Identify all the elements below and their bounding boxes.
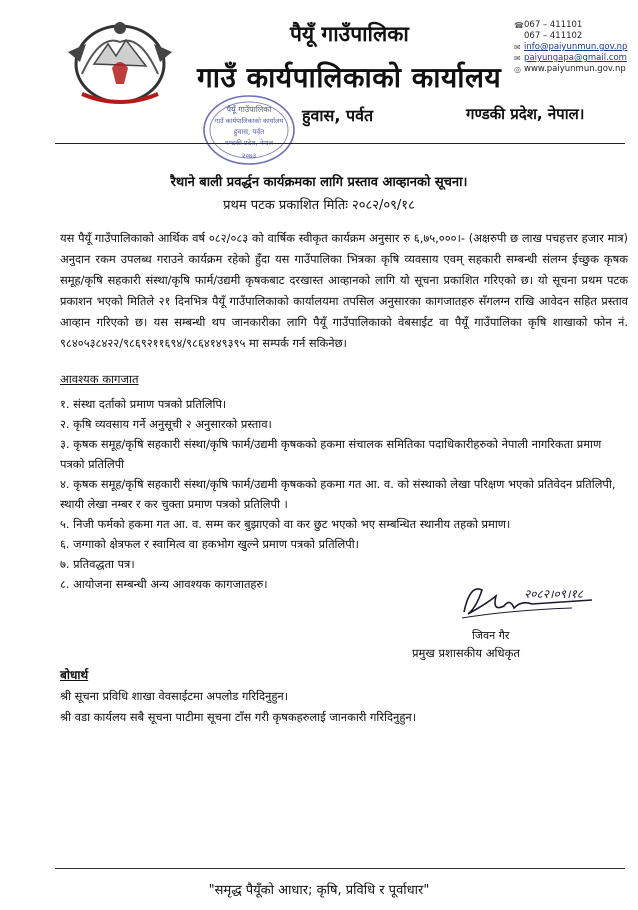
email-row-2 [514, 53, 632, 64]
list-item: ३. कृषक समूह/कृषि सहकारी संस्था/कृषि फार्म/उद्यमी कृषकको हकमा संचालक समितिका पदाधिकारीहरुको नेपाली नागरिकता प्रमाण पत्रको प्रतिलिपी [60, 437, 602, 471]
list-item: ५. निजी फर्मको हकमा गत आ. व. सम्म कर बुझाएको वा कर छुट भएको भए सम्बन्धित स्थानीय तहको प्रमाण। [60, 517, 511, 531]
stamp-year: २०७३ [241, 152, 257, 160]
notice-publish-date: प्रथम पटक प्रकाशित मितिः २०८२/०९/१८ [223, 198, 415, 213]
nepal-emblem-icon [60, 14, 180, 110]
bodhartha-heading: बोधार्थ [60, 668, 89, 682]
list-item: श्री वडा कार्यलय सबै सूचना पाटीमा सूचना टाँस गरी कृषकहरुलाई जानकारी गरिदिनुहुन। [60, 710, 417, 724]
bodhartha-list [60, 686, 628, 728]
website-link[interactable]: www.paiyunmun.gov.np [524, 64, 626, 74]
envelope-icon: ✉ [514, 43, 521, 52]
requirements-list [60, 394, 628, 594]
phone-2: 067 – 411102 [524, 31, 583, 41]
stamp-line-3: हुवास, पर्वत [233, 128, 265, 136]
email-row [514, 42, 632, 53]
signatory-title: प्रमुख प्रशासकीय अधिकृत [412, 646, 520, 660]
notice-body: यस पैयूँ गाउँपालिकाको आर्थिक वर्ष ०८२/०८३ को वार्षिक स्वीकृत कार्यक्रम अनुसार रु ६,७५,०००।- (अक्षरुपी छ लाख पचहत्तर हजार मात्र) अनुदान रकम उपलब्ध गराउने कार्यक्रम रहेको हुँदा यस गाउँपालिका भित्रका कृषि व्यवसाय एवम् सहकारी सम्बन्धी संलग्न ईच्छुक कृषक समूह/कृषि सहकारी संस्था/कृषि फार्म/उद्यमी कृषकबाट दरखास्त आव्हानको लागि यो सूचना प्रकाशित गरिएको छ। यो सूचना प्रथम पटक प्रकाशन भएको मितिले २१ दिनभित्र पैयूँ गाउँपालिकाको कार्यालयमा तपसिल अनुसारका कागजातहरु सँगलग्न राखि आवेदन सहित प्रस्ताव आव्हान गरिएको छ। यस सम्बन्धी थप जानकारीका लागि पैयूँ गाउँपालिकाको वेबसाईट वा पैयूँ गाउँपालिका कृषि शाखाको फोन नं. ९८४०५३८४२२/९८६९२११६९४/९८६४१४९३९५ मा सम्पर्क गर्न सकिनेछ। [60, 231, 628, 350]
list-item: श्री सूचना प्रविधि शाखा वेवसाईटमा अपलोड गरिदिनुहुन। [60, 689, 289, 703]
requirements-heading: आवश्यक कागजात [60, 372, 139, 386]
email-1-link[interactable]: info@paiyunmun.gov.np [524, 42, 628, 52]
municipality-name: पैयूँ गाउँपालिका [290, 22, 409, 46]
phone-row-2 [514, 31, 632, 42]
phone-1: 067 – 411101 [524, 20, 583, 30]
list-item: ७. प्रतिवद्धता पत्र। [60, 557, 135, 571]
footer-divider [55, 868, 625, 869]
footer-slogan: "समृद्ध पैयूँको आधार; कृषि, प्रविधि र पूर्वाधार" [208, 883, 430, 898]
list-item: ६. जग्गाको क्षेत्रफल र स्वामित्व वा हकभोग खुल्ने प्रमाण पत्रको प्रतिलिपी। [60, 537, 359, 551]
list-item: २. कृषि व्यवसाय गर्ने अनुसूची २ अनुसारको प्रस्ताव। [60, 417, 272, 431]
envelope-icon-2: ✉ [514, 54, 521, 63]
province-location: गण्डकी प्रदेश, नेपाल। [466, 105, 585, 123]
official-stamp-icon [200, 92, 298, 168]
signature-date: २०८२।०९।१८ [524, 587, 584, 601]
office-name: गाउँ कार्यपालिकाको कार्यालय [197, 61, 502, 94]
stamp-line-4: गण्डकी प्रदेश, नेपाल [224, 139, 274, 147]
list-item: ४. कृषक समूह/कृषि सहकारी संस्था/कृषि फार्म/उद्यमी कृषकको हकमा गत आ. व. को संस्थाको लेखा परिक्षण भएको प्रतिवेदन प्रतिलिपी, स्थायी लेखा नम्बर र कर चुक्ता प्रमाण पत्रको प्रतिलिपी । [60, 477, 616, 511]
web-row [514, 64, 632, 75]
email-2-link[interactable]: paiyungapa@gmail.com [524, 53, 627, 63]
signatory-name: जिवन गैर [472, 629, 510, 642]
globe-icon: ◎ [514, 65, 521, 74]
header-divider [55, 143, 625, 144]
phone-row [514, 20, 632, 31]
office-location: हुवास, पर्वत [302, 106, 374, 125]
list-item: १. संस्था दर्ताको प्रमाण पत्रको प्रतिलिपि। [60, 397, 227, 411]
signature-icon [452, 578, 602, 626]
stamp-line-2: गाउँ कार्यपालिकाको कार्यालय [214, 117, 284, 125]
list-item: ८. आयोजना सम्बन्धी अन्य आवश्यक कागजातहरु। [60, 577, 268, 591]
contact-block [514, 20, 632, 75]
notice-title: रैथाने बाली प्रवर्द्धन कार्यक्रमका लागि प्रस्ताव आव्हानको सूचना। [170, 175, 468, 190]
stamp-line-1: पैयूँ गाउँपालिका [226, 105, 272, 114]
phone-icon: ☎ [514, 21, 524, 30]
